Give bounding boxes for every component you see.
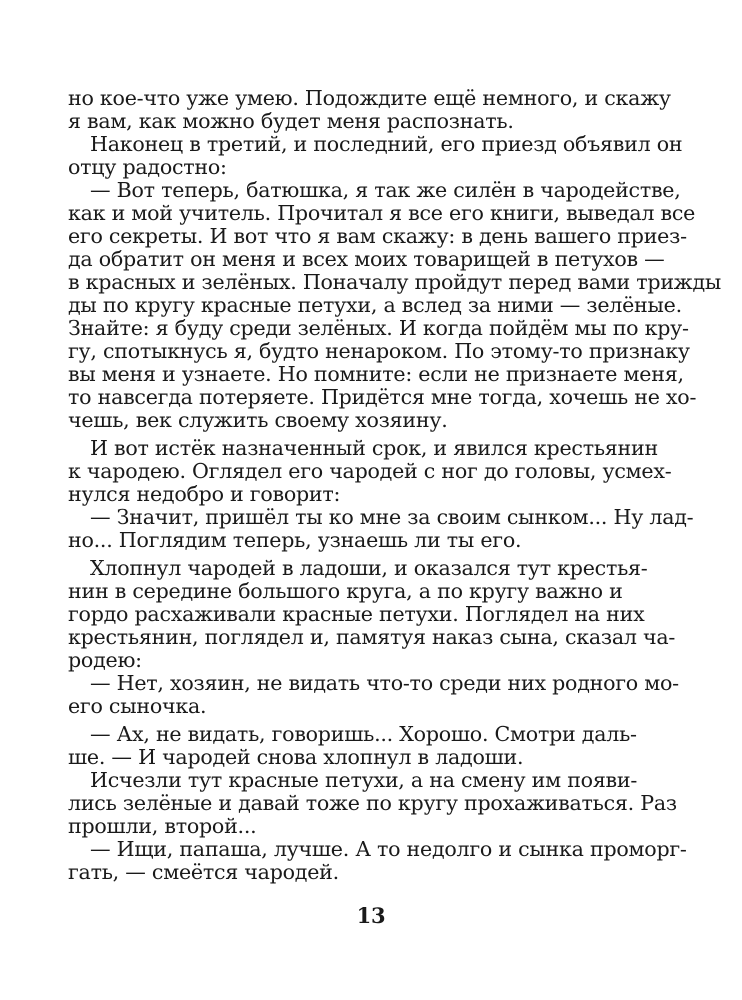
text-line: прошли, второй... [68, 814, 257, 838]
page-number: 13 [356, 903, 386, 928]
text-line: но кое-что уже умею. Подождите ещё немного, и скажу [68, 86, 671, 110]
text-line: чешь, век служить своему хозяину. [68, 408, 448, 432]
text-line: его сыночка. [68, 694, 207, 718]
text-line: но... Поглядим теперь, узнаешь ли ты его. [68, 528, 522, 552]
text-line: Хлопнул чародей в ладоши, и оказался тут крестья- [90, 556, 648, 580]
text-line: гать, — смеётся чародей. [68, 860, 339, 884]
text-line: его секреты. И вот что я вам скажу: в день вашего приез- [68, 224, 687, 248]
text-line: — Ищи, папаша, лучше. А то недолго и сынка проморг- [90, 837, 687, 861]
text-line: я вам, как можно будет меня распознать. [68, 109, 514, 133]
text-line: Знайте: я буду среди зелёных. И когда пойдём мы по кру- [68, 316, 689, 340]
text-line: лись зелёные и давай тоже по кругу прохаживаться. Раз [68, 791, 677, 815]
text-line: вы меня и узнаете. Но помните: если не признаете меня, [68, 362, 684, 386]
text-line: в красных и зелёных. Поначалу пройдут перед вами трижды [68, 270, 722, 294]
text-line: гордо расхаживали красные петухи. Поглядел на них [68, 602, 645, 626]
text-line: — Ах, не видать, говоришь... Хорошо. Смотри даль- [90, 722, 637, 746]
text-line: — Нет, хозяин, не видать что-то среди них родного мо- [90, 671, 679, 695]
text-line: И вот истёк назначенный срок, и явился крестьянин [90, 436, 658, 460]
text-line: нулся недобро и говорит: [68, 482, 341, 506]
text-line: да обратит он меня и всех моих товарищей в петухов — [68, 247, 665, 271]
text-line: ды по кругу красные петухи, а вслед за ними — зелёные. [68, 293, 682, 317]
text-line: ше. — И чародей снова хлопнул в ладоши. [68, 745, 524, 769]
text-line: — Значит, пришёл ты ко мне за своим сынком... Ну лад- [90, 505, 694, 529]
text-line: крестьянин, поглядел и, памятуя наказ сына, сказал ча- [68, 625, 676, 649]
text-line: отцу радостно: [68, 155, 227, 179]
text-line: — Вот теперь, батюшка, я так же силён в чародействе, [90, 178, 681, 202]
text-line: к чародею. Оглядел его чародей с ног до головы, усмех- [68, 459, 672, 483]
text-line: Исчезли тут красные петухи, а на смену им появи- [90, 768, 638, 792]
text-line: родею: [68, 648, 142, 672]
text-line: гу, спотыкнусь я, будто ненароком. По этому-то признаку [68, 339, 690, 363]
text-line: то навсегда потеряете. Придётся мне тогда, хочешь не хо- [68, 385, 697, 409]
text-line: как и мой учитель. Прочитал я все его книги, выведал все [68, 201, 696, 225]
text-line: нин в середине большого круга, а по кругу важно и [68, 579, 623, 603]
text-line: Наконец в третий, и последний, его приезд объявил он [90, 132, 683, 156]
